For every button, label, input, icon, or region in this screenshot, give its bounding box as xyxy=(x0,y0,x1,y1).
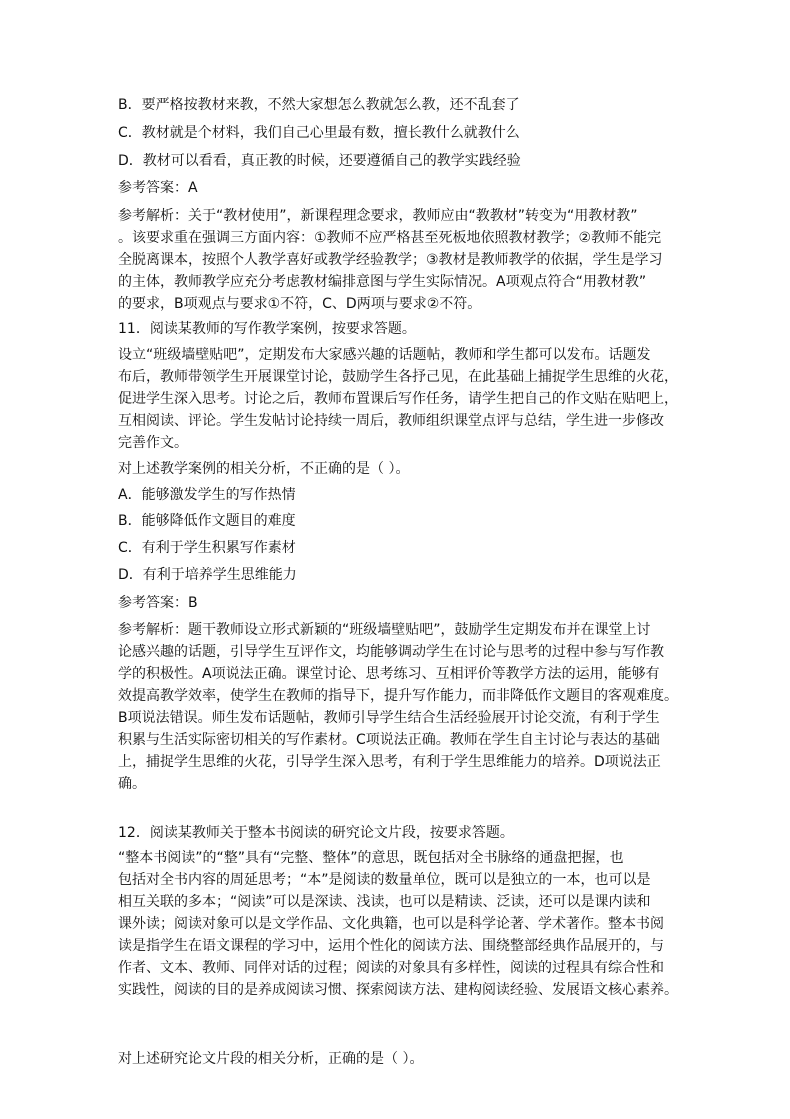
text-line: 课外读；阅读对象可以是文学作品、文化典籍，也可以是科学论著、学术著作。整本书阅 xyxy=(118,916,664,932)
text-line: C．有利于学生积累写作素材 xyxy=(118,540,296,556)
text-line: 积累与生活实际密切相关的写作素材。C项说法正确。教师在学生自主讨论与表达的基础 xyxy=(118,732,660,748)
option-b-q11 xyxy=(118,510,698,532)
answer-q11 xyxy=(118,592,698,614)
text-line: 参考答案：A xyxy=(118,180,198,196)
explanation-q10 xyxy=(118,205,698,315)
question-12-title xyxy=(118,822,698,844)
text-line: 参考解析：题干教师设立形式新颖的“班级墙壁贴吧”，鼓励学生定期发布并在课堂上讨 xyxy=(118,622,651,638)
text-line: 12．阅读某教师关于整本书阅读的研究论文片段，按要求答题。 xyxy=(118,825,514,841)
question-11-stem xyxy=(118,458,698,480)
text-line: A．能够激发学生的写作热情 xyxy=(118,487,296,503)
text-line: 上，捕捉学生思维的火花，引导学生深入思考，有利于学生思维能力的培养。D项说法正 xyxy=(118,754,661,770)
option-a-q11 xyxy=(118,484,698,506)
text-line: D．有利于培养学生思维能力 xyxy=(118,567,297,583)
text-line: 参考答案：B xyxy=(118,595,198,611)
text-line: 互相阅读、评论。学生发帖讨论持续一周后，教师组织课堂点评与总结，学生进一步修改 xyxy=(118,413,664,429)
text-line: 全脱离课本，按照个人教学喜好或教学经验教学；③教材是教师教学的依据，学生是学习 xyxy=(118,252,663,268)
text-line: 相互关联的多本；“阅读”可以是深读、浅读，也可以是精读、泛读，还可以是课内读和 xyxy=(118,894,651,910)
text-line: “整本书阅读”的“整”具有“完整、整体”的意思，既包括对全书脉络的通盘把握，也 xyxy=(118,850,624,866)
option-d-q11 xyxy=(118,564,698,586)
text-line: 包括对全书内容的周延思考；“本”是阅读的数量单位，既可以是独立的一本，也可以是 xyxy=(118,872,651,888)
text-line: 参考解析：关于“教材使用”，新课程理念要求，教师应由“教教材”转变为“用教材教” xyxy=(118,208,638,224)
text-line: B项说法错误。师生发布话题帖，教师引导学生结合生活经验展开讨论交流，有利于学生 xyxy=(118,710,660,726)
text-line: D．教材可以看看，真正教的时候，还要遵循自己的教学实践经验 xyxy=(118,153,521,169)
text-line: 11．阅读某教师的写作教学案例，按要求答题。 xyxy=(118,321,416,337)
text-line: 促进学生深入思考。讨论之后，教师布置课后写作任务，请学生把自己的作文贴在贴吧上， xyxy=(118,391,678,407)
text-line: 。该要求重在强调三方面内容：①教师不应严格甚至死板地依照教材教学；②教师不能完 xyxy=(118,230,662,246)
text-line: C．教材就是个材料，我们自己心里最有数，擅长教什么就教什么 xyxy=(118,125,520,141)
question-12-stem xyxy=(118,1048,698,1070)
text-line: 论感兴趣的话题，引导学生互评作文，均能够调动学生在讨论与思考的过程中参与写作教 xyxy=(118,644,664,660)
text-line: 学的积极性。A项说法正确。课堂讨论、思考练习、互相评价等教学方法的运用，能够有 xyxy=(118,666,660,682)
option-c-q11 xyxy=(118,537,698,559)
text-line: B．能够降低作文题目的难度 xyxy=(118,513,296,529)
excerpt-q12 xyxy=(118,847,698,1001)
explanation-q11 xyxy=(118,619,698,795)
text-line: B．要严格按教材来教，不然大家想怎么教就怎么教，还不乱套了 xyxy=(118,97,520,113)
text-line: 布后，教师带领学生开展课堂讨论，鼓励学生各抒己见，在此基础上捕捉学生思维的火花， xyxy=(118,369,678,385)
text-line: 作者、文本、教师、同伴对话的过程；阅读的对象具有多样性，阅读的过程具有综合性和 xyxy=(118,960,664,976)
case-q11 xyxy=(118,344,698,454)
question-11-title xyxy=(118,318,698,340)
text-line: 设立“班级墙壁贴吧”，定期发布大家感兴趣的话题帖，教师和学生都可以发布。话题发 xyxy=(118,347,651,363)
text-line: 完善作文。 xyxy=(118,435,188,451)
text-line: 对上述研究论文片段的相关分析，正确的是（ ）。 xyxy=(118,1051,424,1067)
text-line: 的要求，B项观点与要求①不符，C、D两项与要求②不符。 xyxy=(118,296,482,312)
option-c-q10 xyxy=(118,122,698,144)
text-line: 确。 xyxy=(118,776,146,792)
text-line: 效提高教学效率，使学生在教师的指导下，提升写作能力，而非降低作文题目的客观难度。 xyxy=(118,688,678,704)
text-line: 实践性，阅读的目的是养成阅读习惯、探索阅读方法、建构阅读经验、发展语文核心素养。 xyxy=(118,982,678,998)
option-d-q10 xyxy=(118,150,698,172)
text-line: 读是指学生在语文课程的学习中，运用个性化的阅读方法、围绕整部经典作品展开的，与 xyxy=(118,938,664,954)
answer-q10 xyxy=(118,177,698,199)
text-line: 的主体，教师教学应充分考虑教材编排意图与学生实际情况。A项观点符合“用教材教” xyxy=(118,274,647,290)
text-line: 对上述教学案例的相关分析，不正确的是（ ）。 xyxy=(118,461,410,477)
option-b-q10 xyxy=(118,94,698,116)
